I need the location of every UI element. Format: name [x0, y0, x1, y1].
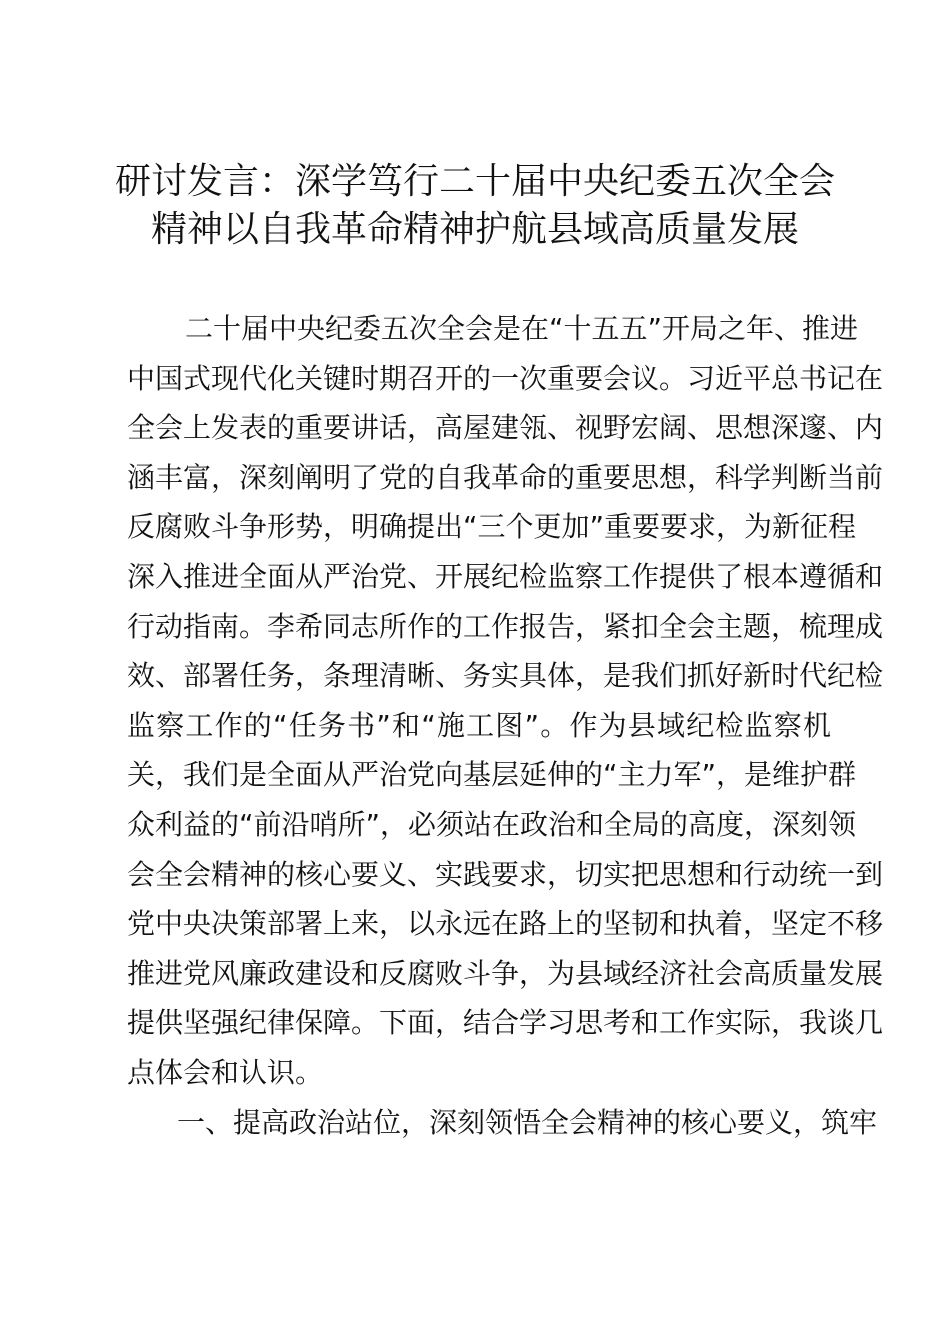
paragraph-line: 众利益的“前沿哨所”，必须站在政治和全局的高度，深刻领	[127, 807, 857, 841]
paragraph-line: 点体会和认识。	[127, 1055, 324, 1089]
document-title	[90, 158, 860, 254]
paragraph-line: 关，我们是全面从严治党向基层延伸的“主力军”，是维护群	[127, 758, 857, 792]
paragraph-line: 全会上发表的重要讲话，高屋建瓴、视野宏阔、思想深邃、内	[127, 411, 884, 445]
title-line-1: 研讨发言：深学笃行二十届中央纪委五次全会	[114, 161, 835, 202]
document-body	[127, 304, 884, 1147]
title-line-2: 精神以自我革命精神护航县域高质量发展	[150, 209, 799, 250]
paragraph-intro	[127, 304, 884, 1098]
paragraph-line: 党中央决策部署上来，以永远在路上的坚韧和执着，坚定不移	[127, 907, 884, 941]
paragraph-line: 中国式现代化关键时期召开的一次重要会议。习近平总书记在	[127, 361, 884, 395]
paragraph-line: 提供坚强纪律保障。下面，结合学习思考和工作实际，我谈几	[127, 1006, 884, 1040]
paragraph-line: 效、部署任务，条理清晰、务实具体，是我们抓好新时代纪检	[127, 659, 884, 693]
paragraph-line: 会全会精神的核心要义、实践要求，切实把思想和行动统一到	[127, 857, 884, 891]
section-heading-text: 一、提高政治站位，深刻领悟全会精神的核心要义，筑牢	[177, 1105, 878, 1139]
section-heading-1	[127, 1098, 878, 1148]
paragraph-line: 涵丰富，深刻阐明了党的自我革命的重要思想，科学判断当前	[127, 460, 884, 494]
paragraph-line: 监察工作的“任务书”和“施工图”。作为县域纪检监察机	[127, 708, 831, 742]
paragraph-line: 推进党风廉政建设和反腐败斗争，为县域经济社会高质量发展	[127, 956, 884, 990]
paragraph-line: 行动指南。李希同志所作的工作报告，紧扣全会主题，梳理成	[127, 609, 884, 643]
paragraph-line: 深入推进全面从严治党、开展纪检监察工作提供了根本遵循和	[127, 559, 884, 593]
paragraph-line: 反腐败斗争形势，明确提出“三个更加”重要要求，为新征程	[127, 510, 857, 544]
paragraph-line: 二十届中央纪委五次全会是在“十五五”开局之年、推进	[185, 312, 859, 345]
